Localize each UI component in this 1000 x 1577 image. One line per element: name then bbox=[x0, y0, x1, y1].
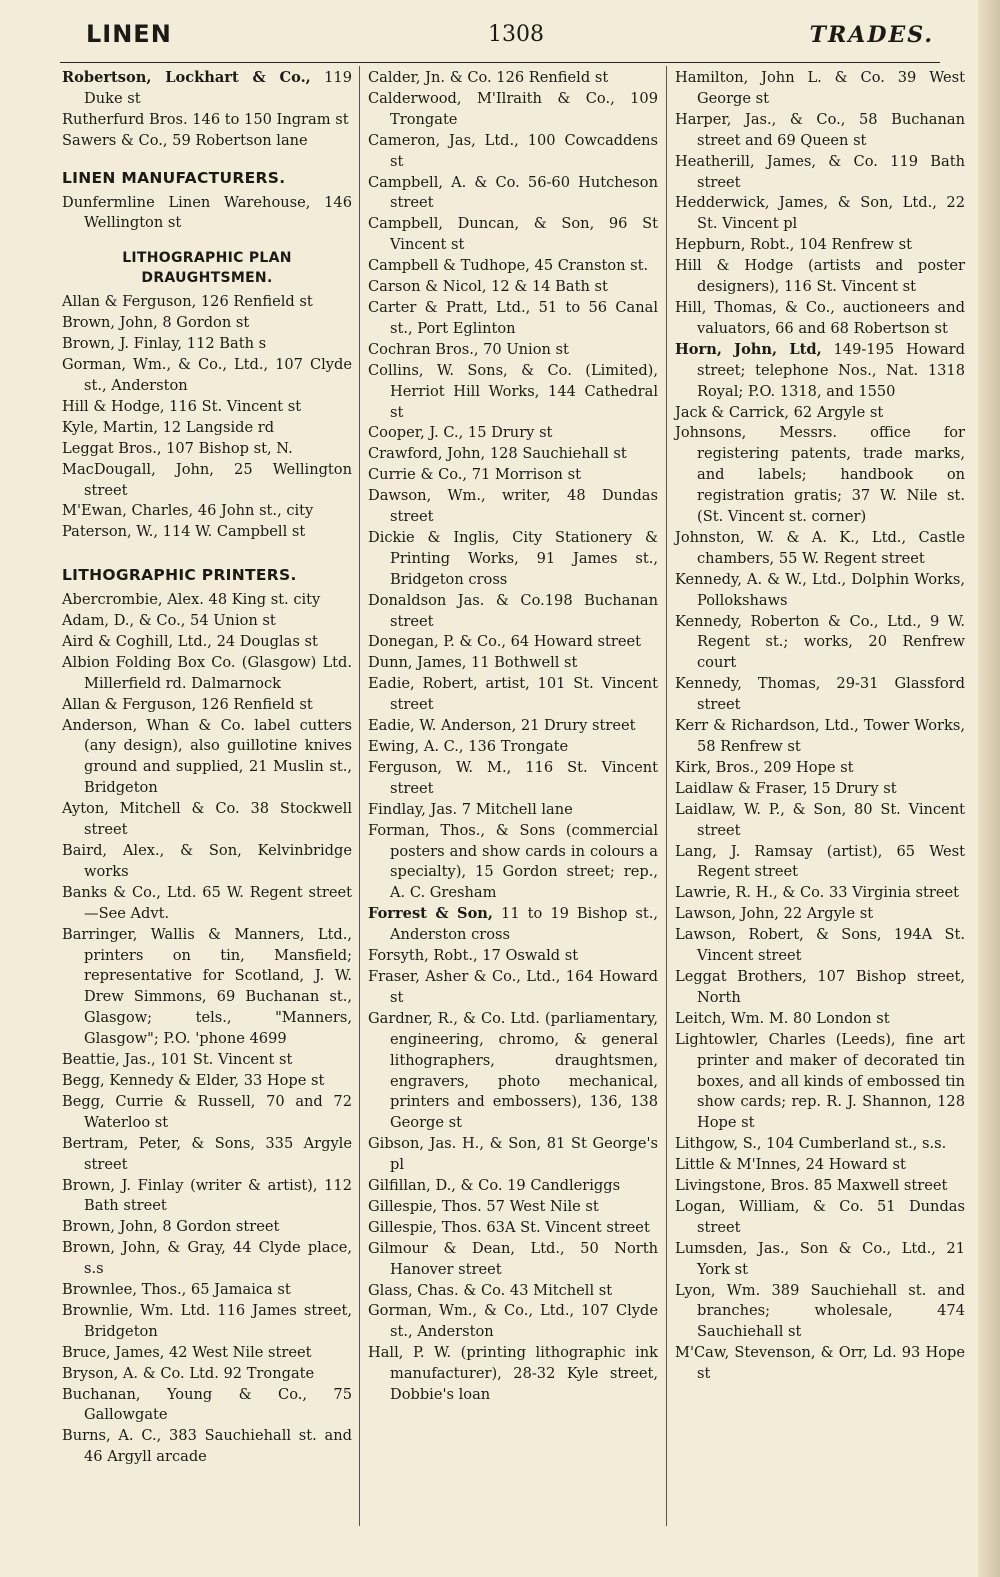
column-divider bbox=[666, 66, 667, 1526]
directory-entry: Hall, P. W. (printing lithographic ink manufacturer), 28-32 Kyle street, Dobbie's loan bbox=[368, 1344, 658, 1404]
directory-entry: Brown, J. Finlay, 112 Bath s bbox=[62, 335, 267, 353]
directory-entry: Crawford, John, 128 Sauchiehall st bbox=[368, 445, 627, 463]
directory-entry: Gilmour & Dean, Ltd., 50 North Hanover street bbox=[368, 1239, 658, 1278]
directory-entry: Hill, Thomas, & Co., auctioneers and valuators, 66 and 68 Robertson st bbox=[675, 298, 965, 337]
directory-entry: Brown, John, 8 Gordon st bbox=[62, 314, 250, 332]
directory-entry: Forman, Thos., & Sons (commercial posters and show cards in colours a specialty), 15 Gordon street; rep., A. C. Gresham bbox=[368, 821, 658, 902]
directory-entry: Logan, William, & Co. 51 Dundas street bbox=[675, 1197, 965, 1236]
directory-entry: Calderwood, M'Ilraith & Co., 109 Trongate bbox=[368, 89, 658, 128]
directory-entry: Lightowler, Charles (Leeds), fine art printer and maker of decorated tin boxes, and all kinds of embossed tin show cards; rep. R. J. Shannon, 128 Hope st bbox=[675, 1030, 965, 1132]
directory-entry: Lawson, John, 22 Argyle st bbox=[675, 905, 874, 923]
directory-entry: M'Caw, Stevenson, & Orr, Ld. 93 Hope st bbox=[675, 1344, 965, 1383]
directory-entry: Brown, J. Finlay (writer & artist), 112 Bath street bbox=[62, 1176, 352, 1215]
directory-entry: Allan & Ferguson, 126 Renfield st bbox=[62, 695, 313, 713]
directory-entry: Campbell, A. & Co. 56-60 Hutcheson street bbox=[368, 173, 658, 212]
directory-entry: Laidlaw, W. P., & Son, 80 St. Vincent street bbox=[675, 800, 965, 839]
directory-entry: Kyle, Martin, 12 Langside rd bbox=[62, 418, 275, 436]
entry-name: Horn, John, Ltd, bbox=[675, 340, 822, 358]
directory-entry: Brownlee, Thos., 65 Jamaica st bbox=[62, 1281, 291, 1299]
directory-entry: Livingstone, Bros. 85 Maxwell street bbox=[675, 1177, 948, 1195]
directory-entry: Ferguson, W. M., 116 St. Vincent street bbox=[368, 758, 658, 797]
directory-entry: Dunfermline Linen Warehouse, 146 Wellington st bbox=[62, 193, 352, 232]
page-edge bbox=[978, 0, 1000, 1577]
section-heading: LINEN MANUFACTURERS. bbox=[62, 168, 286, 187]
directory-entry: Allan & Ferguson, 126 Renfield st bbox=[62, 293, 313, 311]
header-section-title: LINEN bbox=[86, 20, 172, 48]
directory-entry: Rutherfurd Bros. 146 to 150 Ingram st bbox=[62, 110, 349, 128]
directory-entry: Donegan, P. & Co., 64 Howard street bbox=[368, 633, 641, 651]
entry-name: Robertson, Lockhart & Co., bbox=[62, 69, 311, 86]
directory-entry: Carter & Pratt, Ltd., 51 to 56 Canal st., Port Eglinton bbox=[368, 298, 658, 337]
directory-entry: Donaldson Jas. & Co.198 Buchanan street bbox=[368, 591, 658, 630]
column-1 bbox=[62, 68, 352, 1468]
directory-entry: Dickie & Inglis, City Stationery & Printing Works, 91 James st., Bridgeton cross bbox=[368, 528, 658, 588]
directory-entry: Gardner, R., & Co. Ltd. (parliamentary, engineering, chromo, & general lithographers, draughtsmen, engravers, photo mechanical, printers and embossers), 136, 138 George st bbox=[368, 1009, 658, 1132]
entry-address: 149-195 Howard street; telephone Nos., Nat. 1318 Royal; P.O. 1318, and 1550 bbox=[697, 340, 965, 400]
directory-entry: Carson & Nicol, 12 & 14 Bath st bbox=[368, 278, 608, 296]
directory-entry: Currie & Co., 71 Morrison st bbox=[368, 466, 581, 484]
directory-entry: Baird, Alex., & Son, Kelvinbridge works bbox=[62, 842, 352, 880]
directory-entry: Albion Folding Box Co. (Glasgow) Ltd. Millerfield rd. Dalmarnock bbox=[62, 653, 352, 692]
directory-entry: Gibson, Jas. H., & Son, 81 St George's pl bbox=[368, 1135, 658, 1174]
directory-entry: Paterson, W., 114 W. Campbell st bbox=[62, 523, 306, 541]
directory-entry: Eadie, Robert, artist, 101 St. Vincent street bbox=[368, 675, 658, 714]
directory-entry: Aird & Coghill, Ltd., 24 Douglas st bbox=[62, 632, 318, 650]
directory-entry: Campbell, Duncan, & Son, 96 St Vincent st bbox=[368, 215, 658, 254]
directory-entry: Fraser, Asher & Co., Ltd., 164 Howard st bbox=[368, 967, 658, 1006]
directory-entry: Lawrie, R. H., & Co. 33 Virginia street bbox=[675, 884, 959, 902]
directory-entry: Findlay, Jas. 7 Mitchell lane bbox=[368, 800, 573, 818]
page-number: 1308 bbox=[488, 22, 544, 47]
directory-entry: Gilfillan, D., & Co. 19 Candleriggs bbox=[368, 1177, 621, 1195]
directory-entry: Brown, John, 8 Gordon street bbox=[62, 1218, 280, 1236]
directory-entry bbox=[368, 904, 658, 946]
directory-entry: Gorman, Wm., & Co., Ltd., 107 Clyde st., Anderston bbox=[368, 1302, 658, 1341]
section-heading-line: LITHOGRAPHIC PLAN bbox=[122, 250, 292, 267]
column-divider bbox=[359, 66, 360, 1526]
directory-entry: Burns, A. C., 383 Sauchiehall st. and 46 Argyll arcade bbox=[62, 1427, 352, 1466]
directory-entry: Bruce, James, 42 West Nile street bbox=[62, 1343, 312, 1361]
directory-entry: Ewing, A. C., 136 Trongate bbox=[368, 738, 569, 755]
section-heading-line: DRAUGHTSMEN. bbox=[141, 270, 273, 287]
directory-entry: Dunn, James, 11 Bothwell st bbox=[368, 654, 578, 672]
directory-entry: Johnston, W. & A. K., Ltd., Castle chambers, 55 W. Regent street bbox=[675, 528, 965, 567]
directory-entry: Heatherill, James, & Co. 119 Bath street bbox=[675, 152, 965, 191]
directory-entry: Anderson, Whan & Co. label cutters (any design), also guillotine knives ground and supplied, 21 Muslin st., Bridgeton bbox=[62, 716, 352, 797]
directory-entry bbox=[675, 340, 965, 403]
directory-entry: Johnsons, Messrs. office for registering patents, trade marks, and labels; handbook on registration gratis; 37 W. Nile st. (St. Vincent st. corner) bbox=[675, 424, 965, 526]
directory-entry: Harper, Jas., & Co., 58 Buchanan street and 69 Queen st bbox=[675, 110, 965, 149]
directory-entry: Eadie, W. Anderson, 21 Drury street bbox=[368, 717, 636, 735]
directory-entry: Kennedy, Thomas, 29-31 Glassford street bbox=[675, 675, 965, 714]
directory-entry: Kerr & Richardson, Ltd., Tower Works, 58 Renfrew st bbox=[675, 717, 965, 755]
directory-entry: Begg, Currie & Russell, 70 and 72 Waterloo st bbox=[62, 1092, 352, 1131]
directory-entry: Lang, J. Ramsay (artist), 65 West Regent street bbox=[675, 842, 965, 881]
directory-entry: Hepburn, Robt., 104 Renfrew st bbox=[675, 236, 913, 254]
directory-entry: Brown, John, & Gray, 44 Clyde place, s.s bbox=[62, 1239, 352, 1278]
entry-address: 119 Duke st bbox=[84, 69, 352, 107]
directory-entry: Lawson, Robert, & Sons, 194A St. Vincent street bbox=[675, 926, 965, 965]
directory-entry: Glass, Chas. & Co. 43 Mitchell st bbox=[368, 1281, 613, 1299]
section-heading: LITHOGRAPHIC PRINTERS. bbox=[62, 566, 297, 585]
directory-entry: Gorman, Wm., & Co., Ltd., 107 Clyde st., Anderston bbox=[62, 356, 352, 394]
directory-entry: Cochran Bros., 70 Union st bbox=[368, 340, 569, 358]
directory-entry: Gillespie, Thos. 57 West Nile st bbox=[368, 1197, 599, 1215]
directory-entry: Gillespie, Thos. 63A St. Vincent street bbox=[368, 1218, 650, 1236]
directory-entry: Lyon, Wm. 389 Sauchiehall st. and branches; wholesale, 474 Sauchiehall st bbox=[675, 1281, 965, 1341]
directory-entry: Dawson, Wm., writer, 48 Dundas street bbox=[368, 487, 658, 526]
directory-entry: Hill & Hodge, 116 St. Vincent st bbox=[62, 397, 302, 415]
directory-entry: Cooper, J. C., 15 Drury st bbox=[368, 424, 553, 442]
directory-entry: Abercrombie, Alex. 48 King st. city bbox=[62, 591, 321, 609]
directory-entry: Calder, Jn. & Co. 126 Renfield st bbox=[368, 69, 609, 86]
header-category: TRADES. bbox=[809, 22, 934, 48]
directory-entry: Buchanan, Young & Co., 75 Gallowgate bbox=[62, 1385, 352, 1424]
directory-entry: Barringer, Wallis & Manners, Ltd., printers on tin, Mansfield; representative for Scotland, J. W. Drew Simmons, 69 Buchanan st., Glasgow; tels., "Manners, Glasgow"; P.O. 'phone 4699 bbox=[62, 925, 352, 1048]
entry-address: 11 to 19 Bishop st., Anderston cross bbox=[390, 905, 659, 944]
directory-entry: Forsyth, Robt., 17 Oswald st bbox=[368, 947, 579, 965]
directory-entry: Leitch, Wm. M. 80 London st bbox=[675, 1009, 890, 1027]
directory-entry: Kennedy, Roberton & Co., Ltd., 9 W. Regent st.; works, 20 Renfrew court bbox=[675, 612, 965, 672]
directory-entry: Bertram, Peter, & Sons, 335 Argyle street bbox=[62, 1134, 352, 1173]
directory-entry: Leggat Bros., 107 Bishop st, N. bbox=[62, 439, 293, 457]
directory-entry: M'Ewan, Charles, 46 John st., city bbox=[62, 502, 314, 520]
directory-entry: Laidlaw & Fraser, 15 Drury st bbox=[675, 779, 897, 797]
directory-entry: Adam, D., & Co., 54 Union st bbox=[62, 612, 276, 630]
directory-entry: Beattie, Jas., 101 St. Vincent st bbox=[62, 1051, 293, 1069]
directory-entry: Begg, Kennedy & Elder, 33 Hope st bbox=[62, 1071, 325, 1089]
directory-entry: Banks & Co., Ltd. 65 W. Regent street—See Advt. bbox=[62, 883, 352, 922]
directory-entry: MacDougall, John, 25 Wellington street bbox=[62, 460, 352, 499]
directory-entry bbox=[62, 68, 352, 110]
section-heading bbox=[62, 248, 352, 288]
directory-entry: Jack & Carrick, 62 Argyle st bbox=[675, 403, 884, 421]
directory-entry: Little & M'Innes, 24 Howard st bbox=[675, 1156, 906, 1174]
directory-entry: Hamilton, John L. & Co. 39 West George st bbox=[675, 69, 965, 107]
directory-entry: Collins, W. Sons, & Co. (Limited), Herriot Hill Works, 144 Cathedral st bbox=[368, 361, 658, 421]
column-3 bbox=[675, 68, 965, 1385]
directory-entry: Hill & Hodge (artists and poster designers), 116 St. Vincent st bbox=[675, 257, 965, 296]
directory-entry: Bryson, A. & Co. Ltd. 92 Trongate bbox=[62, 1364, 315, 1382]
directory-entry: Cameron, Jas, Ltd., 100 Cowcaddens st bbox=[368, 131, 658, 170]
directory-entry: Brownlie, Wm. Ltd. 116 James street, Bridgeton bbox=[62, 1301, 352, 1340]
column-2 bbox=[368, 68, 658, 1406]
directory-entry: Leggat Brothers, 107 Bishop street, North bbox=[675, 967, 965, 1006]
directory-entry: Sawers & Co., 59 Robertson lane bbox=[62, 131, 308, 149]
directory-entry: Kennedy, A. & W., Ltd., Dolphin Works, Pollokshaws bbox=[675, 570, 965, 609]
directory-entry: Kirk, Bros., 209 Hope st bbox=[675, 758, 854, 776]
directory-entry: Campbell & Tudhope, 45 Cranston st. bbox=[368, 257, 649, 275]
page-header bbox=[60, 18, 940, 63]
directory-entry: Ayton, Mitchell & Co. 38 Stockwell street bbox=[62, 800, 352, 839]
directory-entry: Hedderwick, James, & Son, Ltd., 22 St. Vincent pl bbox=[675, 194, 965, 233]
directory-entry: Lithgow, S., 104 Cumberland st., s.s. bbox=[675, 1135, 947, 1153]
entry-name: Forrest & Son, bbox=[368, 905, 494, 923]
directory-entry: Lumsden, Jas., Son & Co., Ltd., 21 York st bbox=[675, 1239, 965, 1278]
